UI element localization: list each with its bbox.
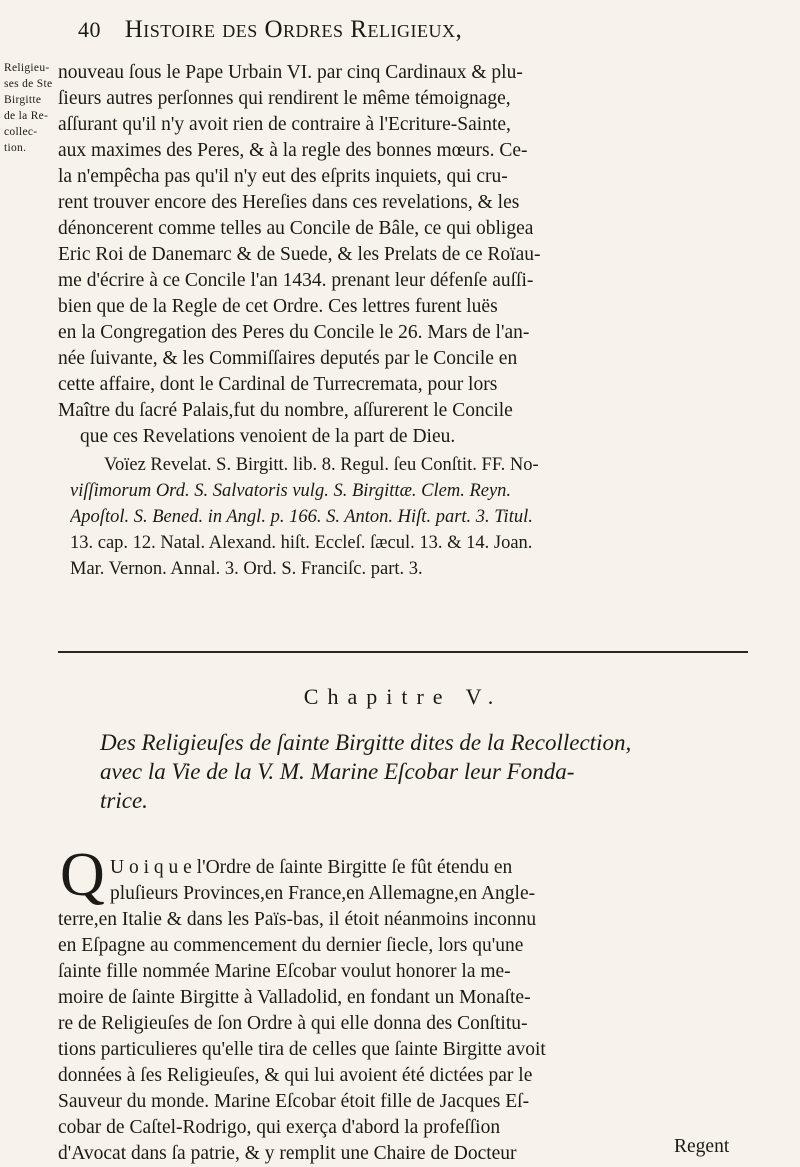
reference-line: 13. cap. 12. Natal. Alexand. hiſt. Eccleſ. ſæcul. 13. & 14. Joan. (70, 533, 533, 553)
text-line: nouveau ſous le Pape Urbain VI. par cinq Cardinaux & plu- (58, 62, 523, 83)
paragraph-2 (58, 855, 748, 1167)
margin-line: Birgitte (4, 94, 42, 106)
margin-line: ses de Ste (4, 78, 53, 90)
text-line: en la Congregation des Peres du Concile le 26. Mars de l'an- (58, 322, 530, 343)
text-line: ſieurs autres perſonnes qui rendirent le même témoignage, (58, 88, 511, 109)
paragraph-1 (58, 60, 748, 450)
text-line: re de Religieuſes de ſon Ordre à qui elle donna des Conſtitu- (58, 1013, 528, 1034)
catchword: Regent (674, 1136, 730, 1157)
text-line: en Eſpagne au commencement du dernier ſiecle, lors qu'une (58, 935, 524, 956)
text-line: cobar de Caſtel-Rodrigo, qui exerça d'abord la profeſſion (58, 1117, 501, 1138)
text-line: tions particulieres qu'elle tira de celles que ſainte Birgitte avoit (58, 1039, 546, 1060)
text-line: données à ſes Religieuſes, & qui lui avoient été dictées par le (58, 1065, 533, 1086)
text-line: née ſuivante, & les Commiſſaires deputés par le Concile en (58, 348, 518, 369)
text-line: Maître du ſacré Palais,fut du nombre, aſſurerent le Concile (58, 400, 513, 421)
chapter-title-line: avec la Vie de la V. M. Marine Eſcobar leur Fonda- (100, 759, 575, 784)
text-line: aſſurant qu'il n'y avoit rien de contraire à l'Ecriture-Sainte, (58, 114, 511, 135)
reference-line: Apoſtol. S. Bened. in Angl. p. 166. S. Anton. Hiſt. part. 3. Titul. (70, 507, 533, 527)
margin-note (4, 60, 54, 156)
drop-cap: Q (60, 841, 105, 909)
text-line: cette affaire, dont le Cardinal de Turrecremata, pour lors (58, 374, 498, 395)
section-rule (58, 651, 748, 653)
chapter-heading: Chapitre V. (303, 684, 503, 709)
text-line: moire de ſainte Birgitte à Valladolid, en fondant un Monaſte- (58, 987, 531, 1008)
reference-line: viſſimorum Ord. S. Salvatoris vulg. S. Birgittæ. Clem. Reyn. (70, 481, 512, 501)
text-line: Eric Roi de Danemarc & de Suede, & les Prelats de ce Roïau- (58, 244, 541, 265)
margin-line: collec- (4, 126, 38, 138)
chapter-title-line: trice. (100, 788, 148, 813)
text-line: rent trouver encore des Hereſies dans ces revelations, & les (58, 192, 520, 213)
text-line: d'Avocat dans ſa patrie, & y remplit une Chaire de Docteur (58, 1143, 517, 1164)
text-line: me d'écrire à ce Concile l'an 1434. prenant leur défenſe auſſi- (58, 270, 534, 291)
text-line: que ces Revelations venoient de la part de Dieu. (80, 426, 456, 447)
text-line: dénoncerent comme telles au Concile de Bâle, ce qui obligea (58, 218, 534, 239)
text-line: aux maximes des Peres, & à la regle des bonnes mœurs. Ce- (58, 140, 528, 161)
running-title: Histoire des Ordres Religieux, (124, 16, 463, 43)
references (70, 452, 750, 582)
reference-line: Voïez Revelat. S. Birgitt. lib. 8. Regul. ſeu Conſtit. FF. No- (104, 455, 539, 475)
margin-line: de la Re- (4, 110, 49, 122)
text-line: la n'empêcha pas qu'il n'y eut des eſprits inquiets, qui cru- (58, 166, 508, 187)
reference-line: Mar. Vernon. Annal. 3. Ord. S. Franciſc. part. 3. (70, 559, 423, 579)
margin-line: tion. (4, 142, 27, 154)
text-line: ſainte fille nommée Marine Eſcobar voulut honorer la me- (58, 961, 511, 982)
text-line: Sauveur du monde. Marine Eſcobar étoit fille de Jacques Eſ- (58, 1091, 530, 1112)
chapter-title (100, 728, 740, 815)
text-line: terre,en Italie & dans les Païs-bas, il étoit néanmoins inconnu (58, 909, 537, 930)
running-head (78, 16, 728, 44)
page-number: 40 (78, 17, 101, 42)
text-line: U o i q u e l'Ordre de ſainte Birgitte ſe fût étendu en (110, 857, 513, 878)
text-line: pluſieurs Provinces,en France,en Allemagne,en Angle- (110, 883, 536, 904)
text-line: bien que de la Regle de cet Ordre. Ces lettres furent luës (58, 296, 498, 317)
margin-line: Religieu- (4, 62, 50, 74)
chapter-title-line: Des Religieuſes de ſainte Birgitte dites de la Recollection, (100, 730, 632, 755)
